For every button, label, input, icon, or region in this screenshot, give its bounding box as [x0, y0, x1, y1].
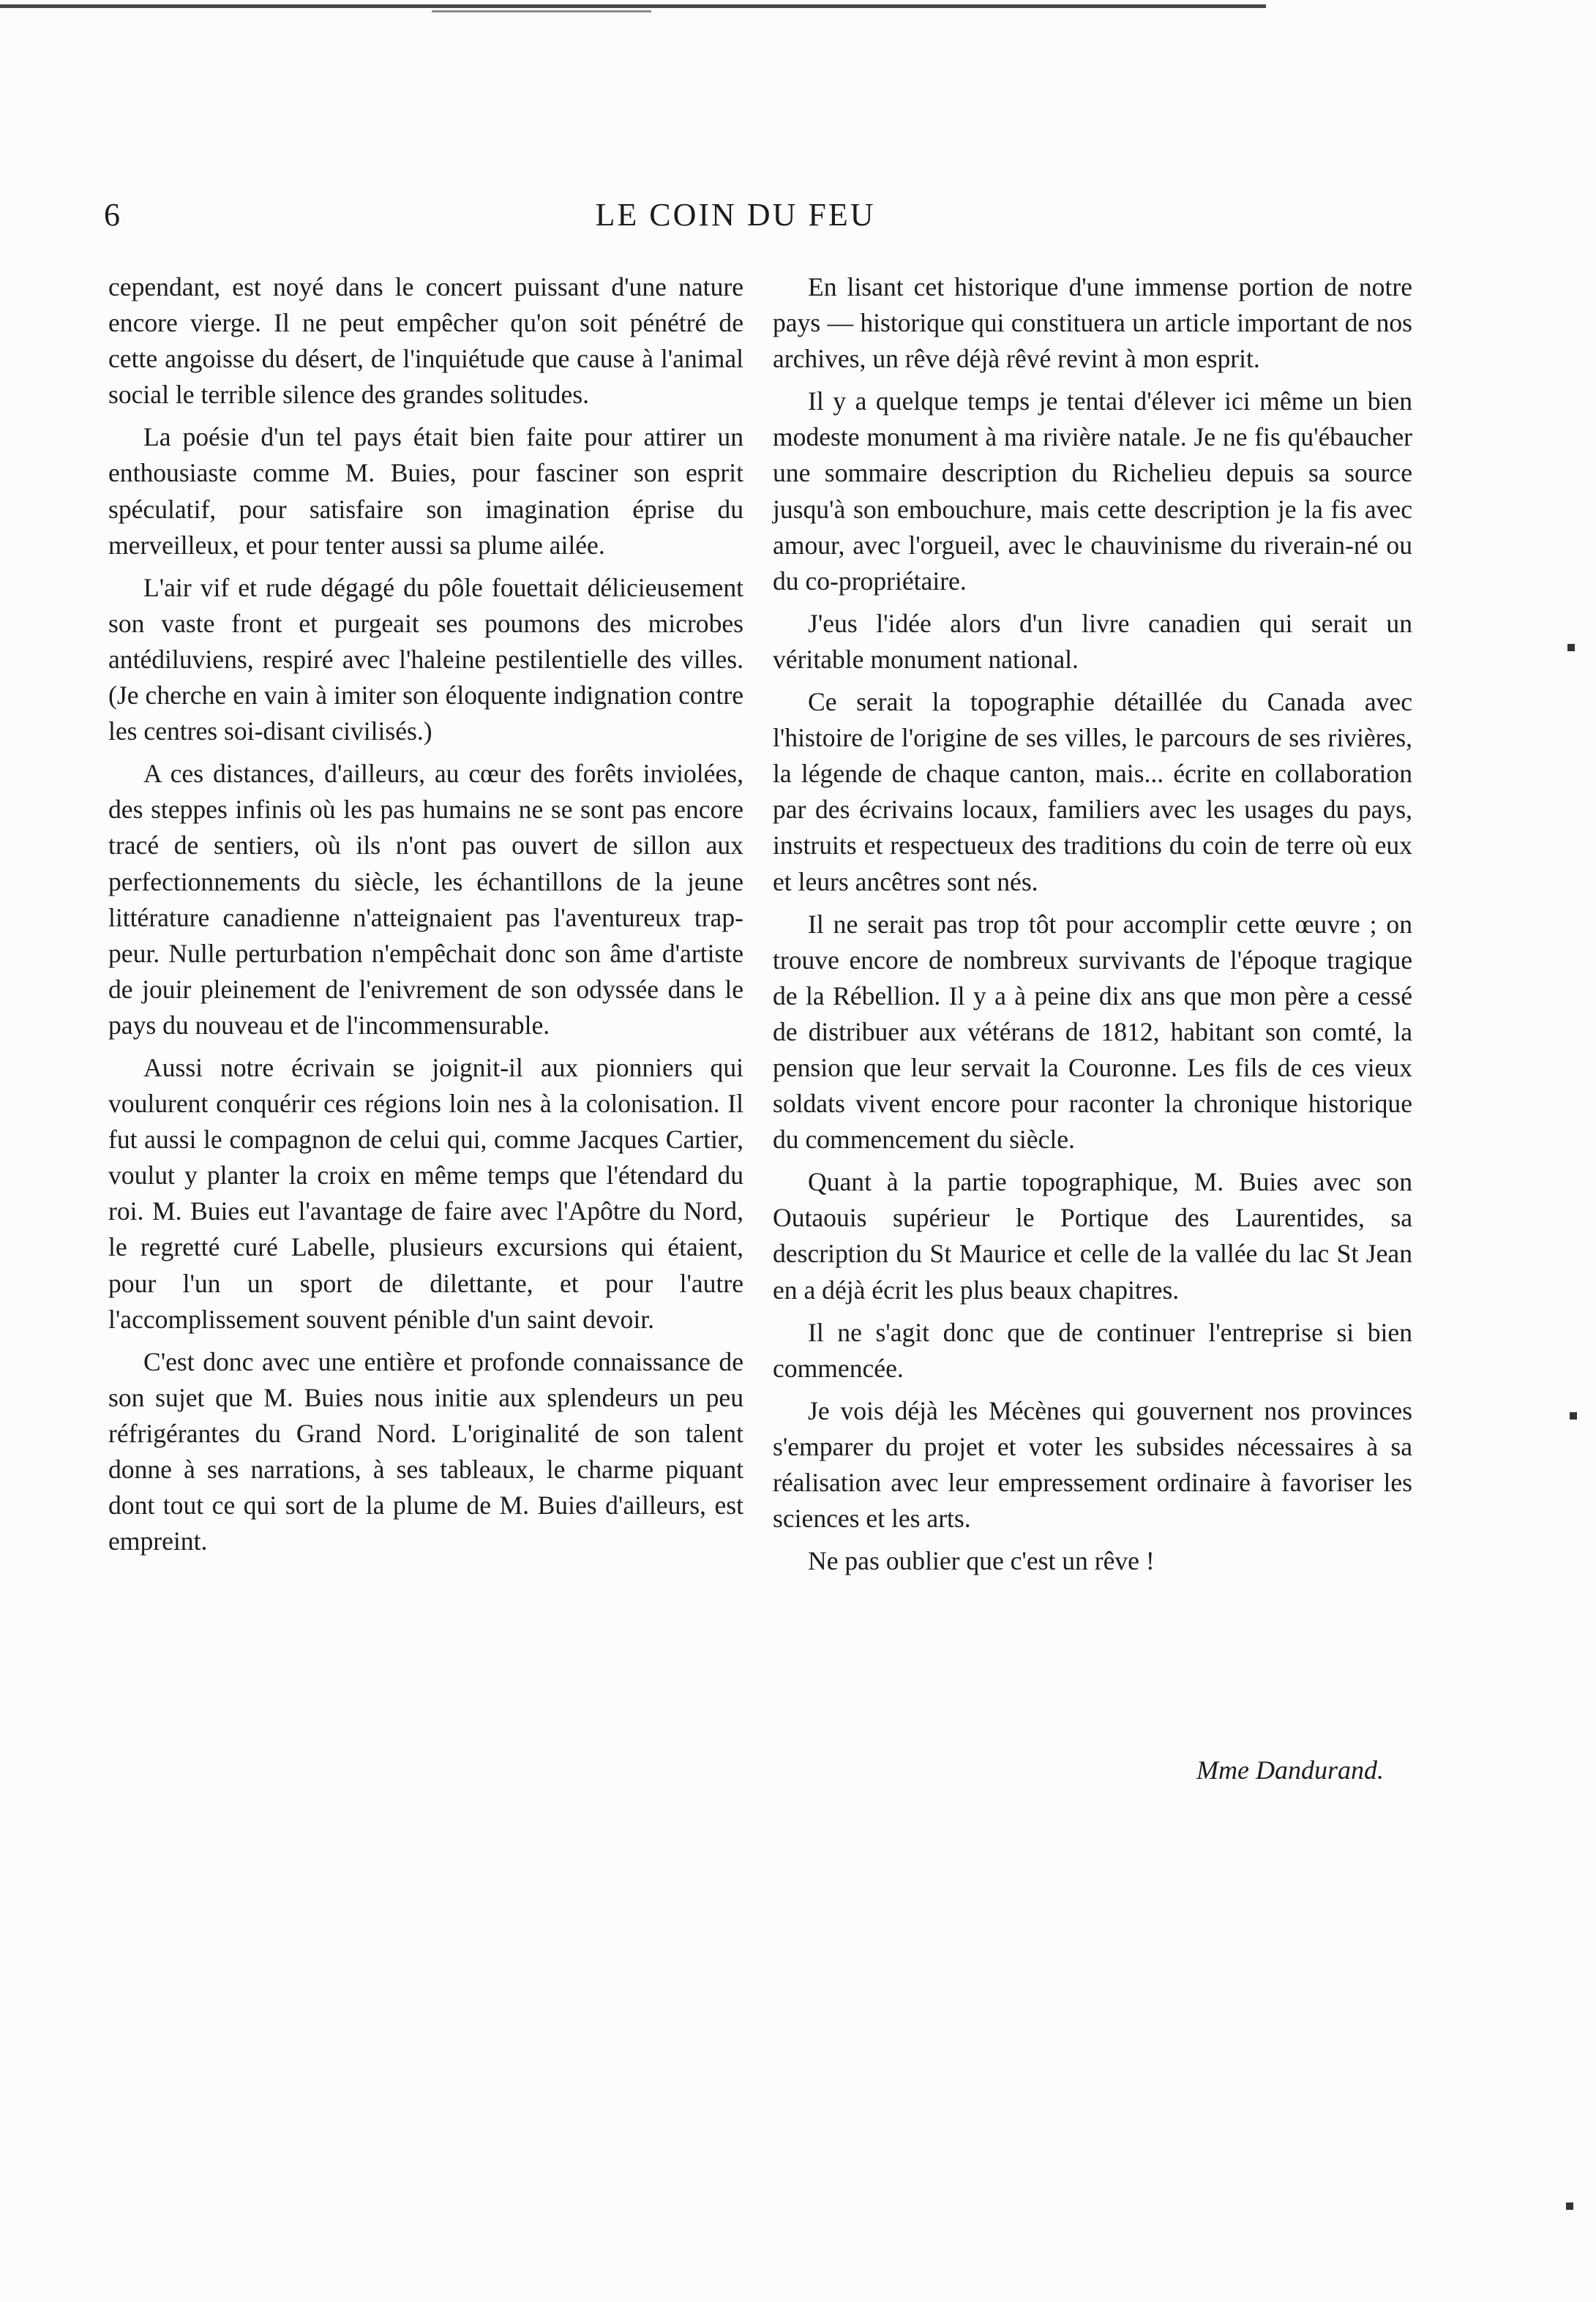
margin-mark [1566, 2202, 1573, 2210]
paragraph: Il ne serait pas trop tôt pour accomplir cette œuvre ; on trouve encore de nombreux survivants de l'époque tragique de la Rébellion. Il y a à peine dix ans que mon père a cessé de distribuer aux vétérans de 1812, habitant son comté, la pension que leur servait la Couronne. Les fils de ces vieux soldats vivent encore pour raconter la chronique historique du commencement du siècle. [773, 909, 1412, 1155]
top-border-rule-accent [432, 10, 651, 12]
paragraph: Quant à la partie topographique, M. Buies avec son Outaouis supérieur le Portique des Laurentides, sa description du St Maurice et celle de la vallée du lac St Jean en a déjà écrit les plus beaux chapitres. [773, 1167, 1412, 1305]
right-column [773, 269, 1412, 1586]
author-signature: Mme Dandurand. [1196, 1755, 1384, 1785]
running-head-title: LE COIN DU FEU [595, 197, 876, 233]
margin-mark [1570, 1412, 1577, 1420]
paragraph: Ce serait la topographie détaillée du Canada avec l'histoire de l'origine de ses villes, le parcours de ses rivières, la légende de chaque canton, mais... écrite en collaboration par des écrivains locaux, familiers avec les usages du pays, instruits et respectueux des traditions du coin de terre où eux et leurs ancêtres sont nés. [773, 687, 1412, 896]
paragraph: Il ne s'agit donc que de continuer l'entreprise si bien commencée. [773, 1317, 1412, 1383]
paragraph: C'est donc avec une entière et profonde connaissance de son sujet que M. Buies nous initie aux splendeurs un peu réfrigérantes du Grand Nord. L'originalité de son talent donne à ses narrations, à ses tableaux, le charme piquant dont tout ce qui sort de la plume de M. Buies d'ailleurs, est empreint. [108, 1346, 743, 1556]
margin-mark [1567, 644, 1575, 651]
paragraph: J'eus l'idée alors d'un livre canadien qui serait un véritable monument national. [773, 608, 1412, 674]
paragraph: cependant, est noyé dans le concert puissant d'une nature encore vierge. Il ne peut empêcher qu'on soit pénétré de cette angoisse du désert, de l'inquiétude que cause à l'animal social le terrible silence des grandes solitudes. [108, 272, 743, 410]
paragraph: Je vois déjà les Mécènes qui gouvernent nos provinces s'emparer du projet et voter les subsides nécessaires à sa réalisation avec leur empressement ordinaire à favoriser les sciences et les arts. [773, 1395, 1412, 1534]
top-border-rule [0, 4, 1266, 8]
left-column [108, 269, 743, 1566]
paragraph: A ces distances, d'ailleurs, au cœur des forêts inviolées, des steppes infinis où les pas humains ne se sont pas encore tracé de sentiers, où ils n'ont pas ouvert de sillon aux perfectionnements du siècle, les échantillons de la jeune littérature canadienne n'atteignaient pas l'aventureux trappeur. Nulle perturbation n'empêchait donc son âme d'artiste de jouir pleinement de l'enivrement de son odyssée dans le pays du nouveau et de l'incommensurable. [108, 759, 743, 1040]
page-number: 6 [104, 197, 120, 233]
paragraph: Ne pas oublier que c'est un rêve ! [808, 1546, 1155, 1576]
paragraph: En lisant cet historique d'une immense portion de notre pays — historique qui constituera un article important de nos archives, un rêve déjà rêvé revint à mon esprit. [773, 272, 1412, 374]
paragraph: Il y a quelque temps je tentai d'élever ici même un bien modeste monument à ma rivière natale. Je ne fis qu'ébaucher une sommaire description du Richelieu depuis sa source jusqu'à son embouchure, mais cette description je la fis avec amour, avec l'orgueil, avec le chauvinisme du riverain-né ou du co-propriétaire. [773, 386, 1412, 596]
paragraph: L'air vif et rude dégagé du pôle fouettait délicieusement son vaste front et purgeait ses poumons des microbes antédiluviens, respiré avec l'haleine pestilentielle des villes. (Je cherche en vain à imiter son éloquente indignation contre les centres soi-disant civilisés.) [108, 572, 743, 746]
paragraph: Aussi notre écrivain se joignit-il aux pionniers qui voulurent conquérir ces régions loin nes à la colonisation. Il fut aussi le compagnon de celui qui, comme Jacques Cartier, voulut y planter la croix en même temps que l'étendard du roi. M. Buies eut l'avantage de faire avec l'Apôtre du Nord, le regretté curé Labelle, plusieurs excursions qui étaient, pour l'un un sport de dilettante, et pour l'autre l'accomplissement souvent pénible d'un saint devoir. [108, 1052, 743, 1334]
paragraph: La poésie d'un tel pays était bien faite pour attirer un enthousiaste comme M. Buies, pour fasciner son esprit spéculatif, pour satisfaire son imagination éprise du merveilleux, et pour tenter aussi sa plume ailée. [108, 422, 743, 560]
